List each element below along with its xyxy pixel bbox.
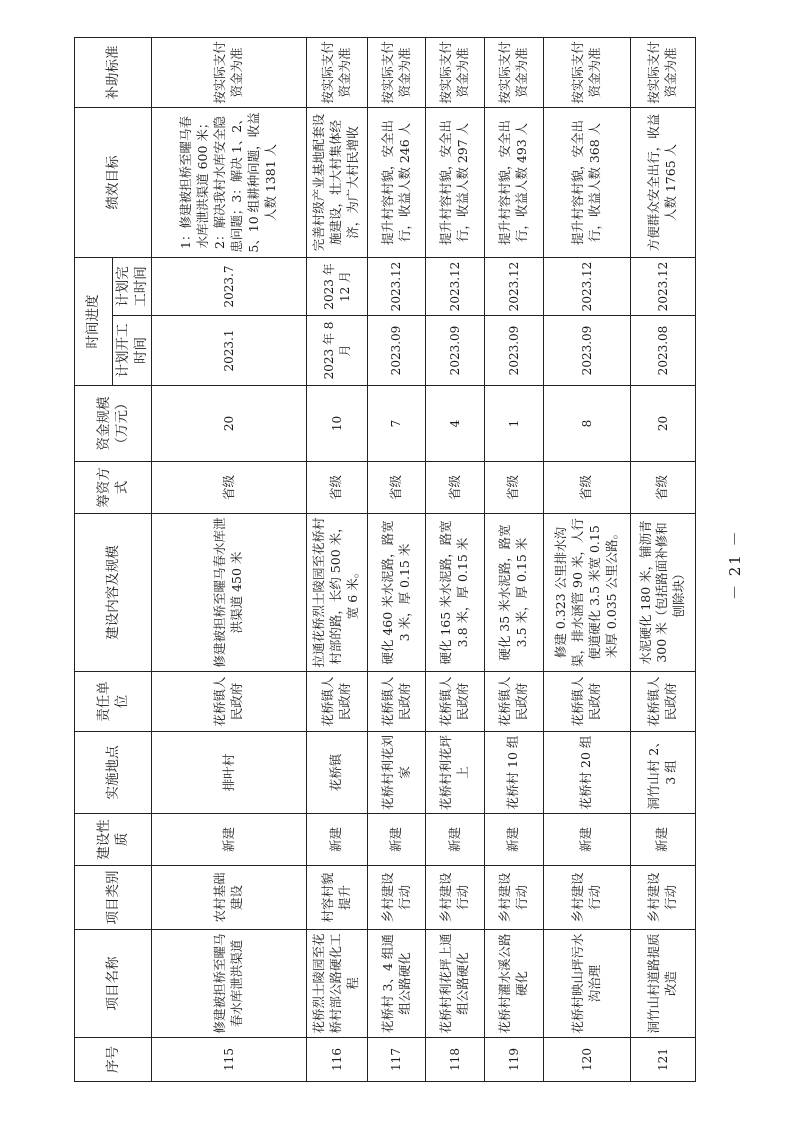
table-body: [152, 38, 696, 1082]
cell-end: 2023.12: [367, 258, 426, 316]
cell-nature: 新建: [367, 814, 426, 866]
cell-subsidy: 按实际支付资金为准: [306, 38, 367, 108]
cell-name: 花桥村 3、4 组通组公路硬化: [367, 930, 426, 1038]
cell-name: 花桥烈士陵园至花桥村部公路硬化工程: [306, 930, 367, 1038]
cell-location: 花桥村利花刘家: [367, 732, 426, 814]
header-end: 计划完工时间: [113, 258, 152, 316]
cell-funding: 省级: [485, 462, 544, 514]
cell-content: 硬化 460 米水泥路，路宽 3 米，厚 0.15 米: [367, 514, 426, 672]
cell-end: 2023.7: [152, 258, 306, 316]
cell-seq: 120: [543, 1038, 630, 1082]
cell-goal: 提升村容村貌，安全出行，收益人数 368 人: [543, 108, 630, 258]
cell-seq: 116: [306, 1038, 367, 1082]
cell-name: 花桥村映山坪污水沟治理: [543, 930, 630, 1038]
cell-goal: 1：修建被担桥至曜马春水库泄洪渠道 600 米；2：解决我村水库安全隐患问题；3：解决 1、2、5、10 组耕种问题，收益人数 1381 人: [152, 108, 306, 258]
cell-category: 乡村建设行动: [630, 866, 695, 930]
cell-goal: 完善村级产业基地配套设施建设，壮大村集体经济，为广大村民增收: [306, 108, 367, 258]
cell-nature: 新建: [426, 814, 485, 866]
header-funding: 筹资方式: [75, 462, 152, 514]
table-row: [367, 38, 426, 1082]
cell-location: 排叶村: [152, 732, 306, 814]
cell-unit: 花桥镇人民政府: [630, 672, 695, 732]
cell-start: 2023.08: [630, 316, 695, 386]
header-scale: 资金规模（万元）: [75, 386, 152, 462]
cell-scale: 20: [152, 386, 306, 462]
cell-category: 村容村貌提升: [306, 866, 367, 930]
cell-location: 花桥村 10 组: [485, 732, 544, 814]
cell-subsidy: 按实际支付资金为准: [543, 38, 630, 108]
cell-scale: 8: [543, 386, 630, 462]
cell-content: 硬化 165 米水泥路，路宽 3.8 米，厚 0.15 米: [426, 514, 485, 672]
header-name: 项目名称: [75, 930, 152, 1038]
cell-unit: 花桥镇人民政府: [543, 672, 630, 732]
project-table: [74, 37, 696, 1082]
cell-goal: 方便群众安全出行，收益人数 1765 人: [630, 108, 695, 258]
cell-goal: 提升村容村貌，安全出行，收益人数 493 人: [485, 108, 544, 258]
cell-name: 花桥村利花坪上通组公路硬化: [426, 930, 485, 1038]
cell-scale: 1: [485, 386, 544, 462]
cell-unit: 花桥镇人民政府: [426, 672, 485, 732]
cell-goal: 提升村容村貌，安全出行，收益人数 297 人: [426, 108, 485, 258]
cell-content: 修建被担桥至曜马春水库泄洪渠道 450 米: [152, 514, 306, 672]
cell-unit: 花桥镇人民政府: [306, 672, 367, 732]
header-nature: 建设性质: [75, 814, 152, 866]
cell-start: 2023.09: [367, 316, 426, 386]
cell-category: 乡村建设行动: [426, 866, 485, 930]
header-seq: 序号: [75, 1038, 152, 1082]
header-location: 实施地点: [75, 732, 152, 814]
cell-location: 洞竹山村 2、3 组: [630, 732, 695, 814]
cell-seq: 121: [630, 1038, 695, 1082]
header-goal: 绩效目标: [75, 108, 152, 258]
cell-funding: 省级: [367, 462, 426, 514]
table-row: [485, 38, 544, 1082]
cell-nature: 新建: [306, 814, 367, 866]
cell-scale: 7: [367, 386, 426, 462]
cell-funding: 省级: [543, 462, 630, 514]
cell-end: 2023 年 12 月: [306, 258, 367, 316]
cell-name: 洞竹山村道路提质改造: [630, 930, 695, 1038]
cell-subsidy: 按实际支付资金为准: [367, 38, 426, 108]
cell-seq: 117: [367, 1038, 426, 1082]
table-row: [306, 38, 367, 1082]
rotated-page: [74, 38, 696, 1082]
cell-nature: 新建: [630, 814, 695, 866]
cell-name: 花桥村濯水溪公路硬化: [485, 930, 544, 1038]
cell-category: 农村基础建设: [152, 866, 306, 930]
cell-location: 花桥镇: [306, 732, 367, 814]
cell-funding: 省级: [306, 462, 367, 514]
table-row: [630, 38, 695, 1082]
cell-scale: 4: [426, 386, 485, 462]
cell-start: 2023.09: [426, 316, 485, 386]
cell-category: 乡村建设行动: [367, 866, 426, 930]
cell-start: 2023.09: [543, 316, 630, 386]
cell-category: 乡村建设行动: [543, 866, 630, 930]
cell-goal: 提升村容村貌，安全出行，收益人数 246 人: [367, 108, 426, 258]
cell-start: 2023.09: [485, 316, 544, 386]
table-row: [426, 38, 485, 1082]
cell-end: 2023.12: [543, 258, 630, 316]
header-unit: 责任单位: [75, 672, 152, 732]
cell-nature: 新建: [485, 814, 544, 866]
cell-unit: 花桥镇人民政府: [152, 672, 306, 732]
cell-seq: 118: [426, 1038, 485, 1082]
cell-subsidy: 按实际支付资金为准: [152, 38, 306, 108]
header-category: 项目类别: [75, 866, 152, 930]
cell-funding: 省级: [630, 462, 695, 514]
cell-content: 修建 0.323 公里排水沟渠，排水涵管 90 米，人行便道硬化 3.5 米宽 0.15 米厚 0.035 公里公路。: [543, 514, 630, 672]
cell-name: 修建被担桥至曜马春水库泄洪渠道: [152, 930, 306, 1038]
cell-nature: 新建: [543, 814, 630, 866]
cell-end: 2023.12: [630, 258, 695, 316]
cell-funding: 省级: [426, 462, 485, 514]
cell-seq: 119: [485, 1038, 544, 1082]
cell-category: 乡村建设行动: [485, 866, 544, 930]
header-content: 建设内容及规模: [75, 514, 152, 672]
page-number: － 21 －: [726, 529, 744, 601]
cell-location: 花桥村 20 组: [543, 732, 630, 814]
cell-content: 硬化 35 米水泥路，路宽 3.5 米，厚 0.15 米: [485, 514, 544, 672]
table-row: [152, 38, 306, 1082]
cell-unit: 花桥镇人民政府: [485, 672, 544, 732]
cell-seq: 115: [152, 1038, 306, 1082]
cell-content: 拉通花桥烈士陵园至花桥村村部的路，长约 500 米，宽 6 米。: [306, 514, 367, 672]
cell-subsidy: 按实际支付资金为准: [630, 38, 695, 108]
cell-end: 2023.12: [426, 258, 485, 316]
cell-start: 2023.1: [152, 316, 306, 386]
cell-subsidy: 按实际支付资金为准: [485, 38, 544, 108]
header-start: 计划开工时间: [113, 316, 152, 386]
cell-nature: 新建: [152, 814, 306, 866]
cell-end: 2023.12: [485, 258, 544, 316]
cell-scale: 20: [630, 386, 695, 462]
cell-funding: 省级: [152, 462, 306, 514]
table-row: [543, 38, 630, 1082]
cell-unit: 花桥镇人民政府: [367, 672, 426, 732]
cell-start: 2023 年 8 月: [306, 316, 367, 386]
cell-location: 花桥村利花坪上: [426, 732, 485, 814]
cell-subsidy: 按实际支付资金为准: [426, 38, 485, 108]
header-subsidy: 补助标准: [75, 38, 152, 108]
header-schedule: 时间进度: [75, 258, 113, 386]
cell-content: 水泥硬化 180 米，铺沥青 300 米（包括路面补修和刨除块）: [630, 514, 695, 672]
cell-scale: 10: [306, 386, 367, 462]
